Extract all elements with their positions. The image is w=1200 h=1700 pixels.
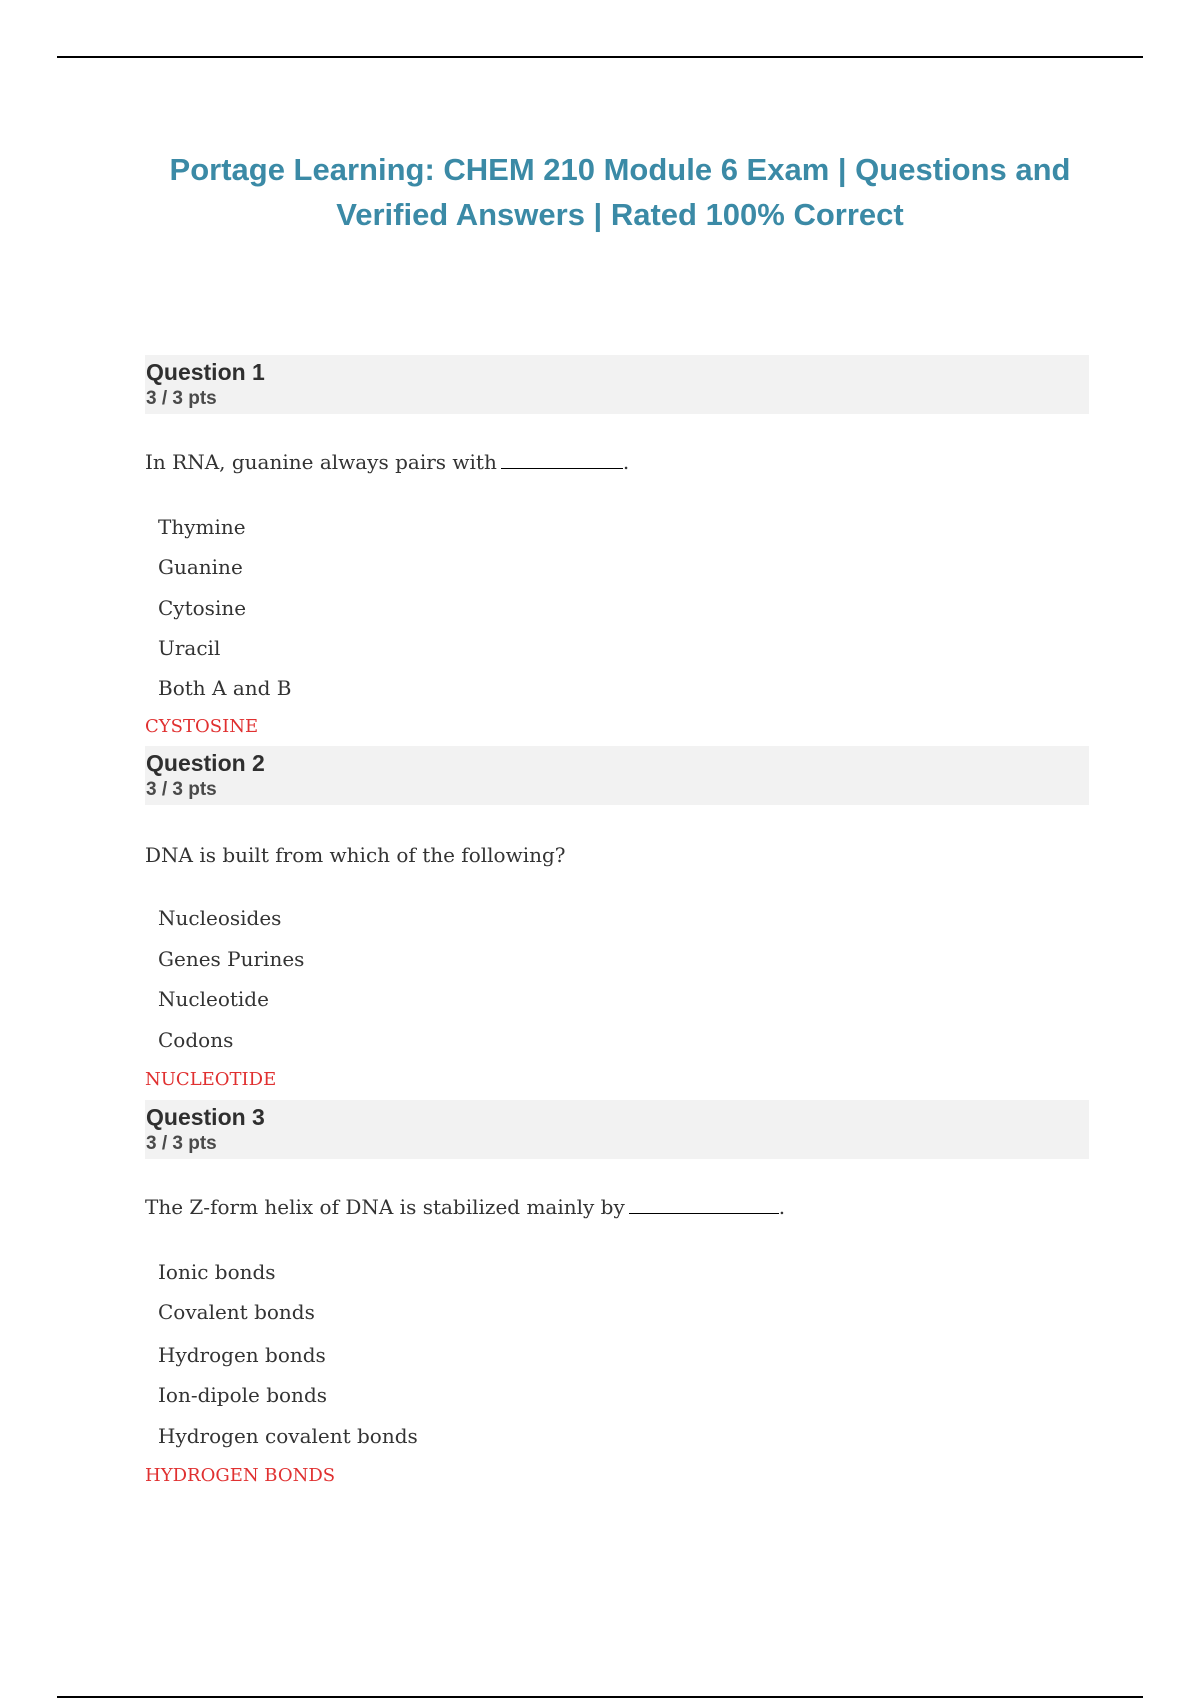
question-2-option[interactable]: Nucleosides [158,906,282,930]
question-2-option[interactable]: Genes Purines [158,947,305,971]
question-1-answer: CYSTOSINE [145,716,259,737]
question-3-prompt [145,1195,785,1219]
question-3-title: Question 3 [146,1104,265,1130]
question-2-answer: NUCLEOTIDE [145,1069,277,1090]
title-line-1: Portage Learning: CHEM 210 Module 6 Exam | Questions and [169,152,1071,187]
question-1-option[interactable]: Thymine [158,515,246,539]
question-1-option[interactable]: Both A and B [158,676,292,700]
question-3-option[interactable]: Covalent bonds [158,1300,315,1324]
question-1-option[interactable]: Uracil [158,636,221,660]
question-3-blank [629,1199,779,1214]
question-3-points: 3 / 3 pts [146,1133,217,1154]
top-rule [57,56,1143,58]
bottom-rule [57,1696,1143,1698]
question-3-prompt-end: . [778,1195,786,1219]
question-2-points: 3 / 3 pts [146,779,217,800]
question-2-prompt: DNA is built from which of the following? [145,843,566,867]
question-3-prompt-text: The Z-form helix of DNA is stabilized mainly by [145,1195,625,1219]
question-1-prompt [145,450,629,474]
question-3-option[interactable]: Hydrogen covalent bonds [158,1424,418,1448]
question-3-answer: HYDROGEN BONDS [145,1465,336,1486]
question-3-option[interactable]: Ion-dipole bonds [158,1383,328,1407]
question-1-option[interactable]: Guanine [158,555,243,579]
question-1-points: 3 / 3 pts [146,388,217,409]
question-1-title: Question 1 [146,359,265,385]
question-1-blank [501,454,623,469]
question-1-option[interactable]: Cytosine [158,596,247,620]
title-line-2: Verified Answers | Rated 100% Correct [336,197,904,232]
question-1-header [145,355,1089,414]
question-2-option[interactable]: Nucleotide [158,987,269,1011]
question-3-option[interactable]: Hydrogen bonds [158,1343,326,1367]
document-title [120,147,1120,237]
question-2-title: Question 2 [146,750,265,776]
question-2-header [145,746,1089,805]
question-1-prompt-end: . [622,450,630,474]
question-2-option[interactable]: Codons [158,1028,234,1052]
question-3-header [145,1100,1089,1159]
question-1-prompt-text: In RNA, guanine always pairs with [145,450,497,474]
question-3-option[interactable]: Ionic bonds [158,1260,276,1284]
